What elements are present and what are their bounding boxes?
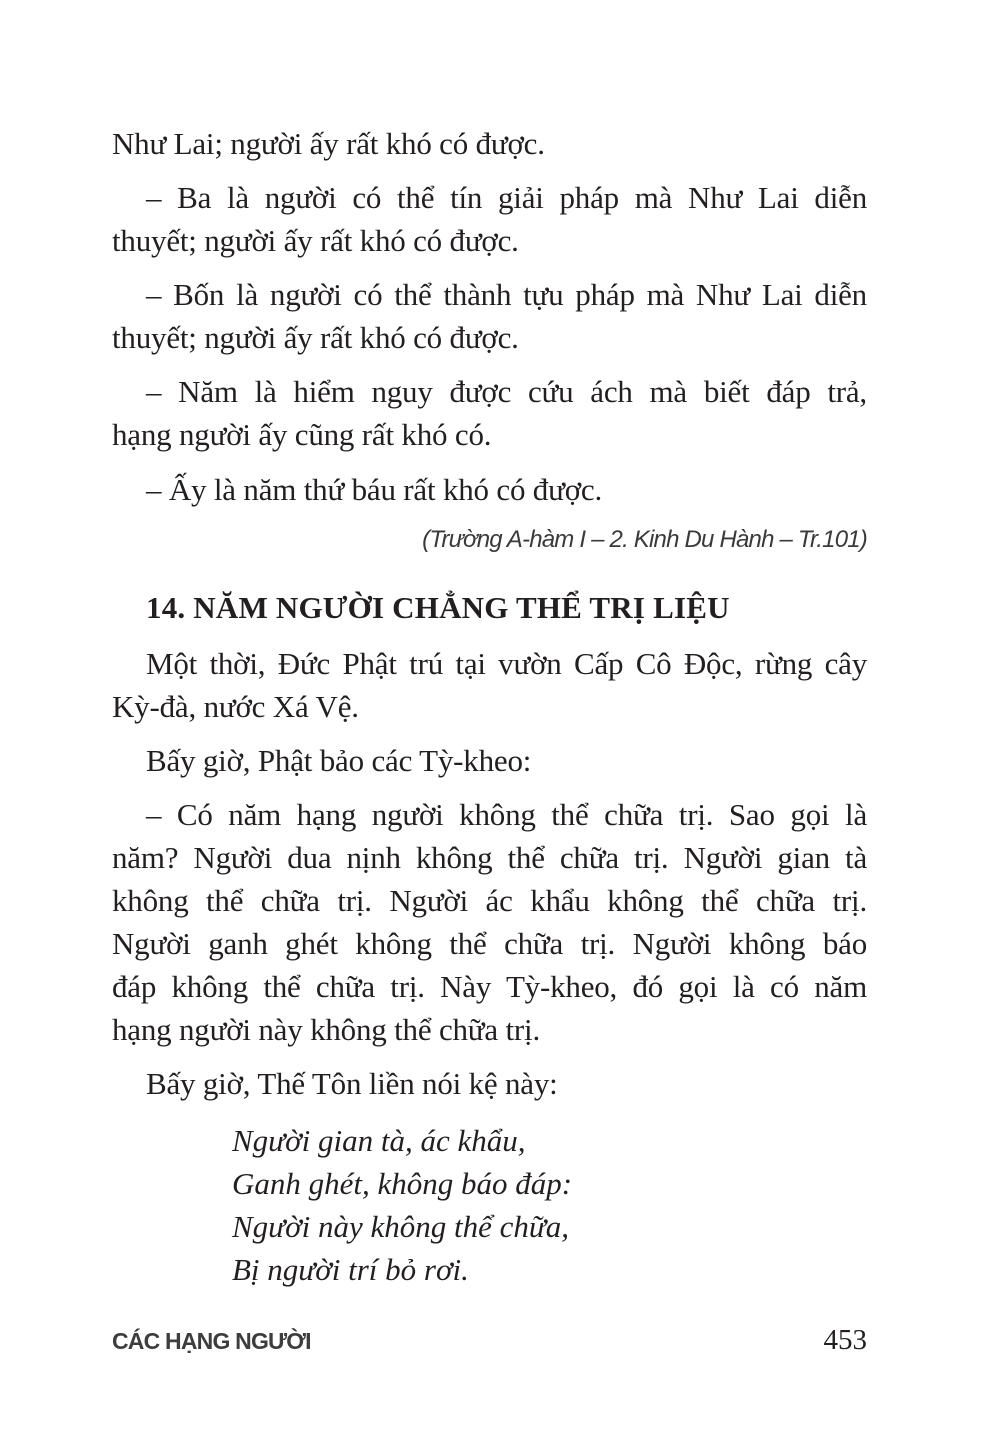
citation: (Trường A-hàm I – 2. Kinh Du Hành – Tr.101) (422, 526, 867, 553)
paragraph-line: – Ba là người có thể tín giải pháp mà Như Lai diễn (146, 180, 867, 215)
section-heading: 14. NĂM NGƯỜI CHẲNG THỂ TRỊ LIỆU (146, 590, 730, 625)
paragraph-line: Người ganh ghét không thể chữa trị. Người không báo (112, 926, 867, 961)
paragraph-line: – Năm là hiểm nguy được cứu ách mà biết đáp trả, (146, 374, 867, 409)
verse-line: Người gian tà, ác khẩu, (232, 1123, 526, 1158)
paragraph-line: không thể chữa trị. Người ác khẩu không thể chữa trị. (112, 883, 867, 918)
paragraph-line: – Có năm hạng người không thể chữa trị. Sao gọi là (146, 797, 867, 832)
paragraph-line: Bấy giờ, Phật bảo các Tỳ-kheo: (146, 743, 532, 778)
paragraph-line: Bấy giờ, Thế Tôn liền nói kệ này: (146, 1066, 558, 1101)
paragraph-line: hạng người này không thể chữa trị. (112, 1012, 541, 1047)
verse-line: Người này không thể chữa, (232, 1209, 570, 1244)
running-title: CÁC HẠNG NGƯỜI (112, 1328, 311, 1354)
paragraph-line: hạng người ấy cũng rất khó có. (112, 417, 492, 452)
page-number: 453 (823, 1324, 867, 1356)
paragraph-line: Như Lai; người ấy rất khó có được. (112, 126, 545, 161)
paragraph-line: – Ấy là năm thứ báu rất khó có được. (146, 472, 603, 507)
paragraph-line: thuyết; người ấy rất khó có được. (112, 320, 519, 355)
paragraph-line: – Bốn là người có thể thành tựu pháp mà Như Lai diễn (146, 277, 867, 312)
paragraph-line: Kỳ-đà, nước Xá Vệ. (112, 689, 359, 724)
paragraph-line: Một thời, Đức Phật trú tại vườn Cấp Cô Độc, rừng cây (146, 646, 867, 681)
verse-line: Ganh ghét, không báo đáp: (232, 1166, 573, 1201)
paragraph-line: thuyết; người ấy rất khó có được. (112, 223, 519, 258)
paragraph-line: đáp không thể chữa trị. Này Tỳ-kheo, đó gọi là có năm (112, 969, 867, 1004)
paragraph-line: năm? Người dua nịnh không thể chữa trị. Người gian tà (112, 840, 867, 875)
verse-line: Bị người trí bỏ rơi. (232, 1252, 469, 1287)
